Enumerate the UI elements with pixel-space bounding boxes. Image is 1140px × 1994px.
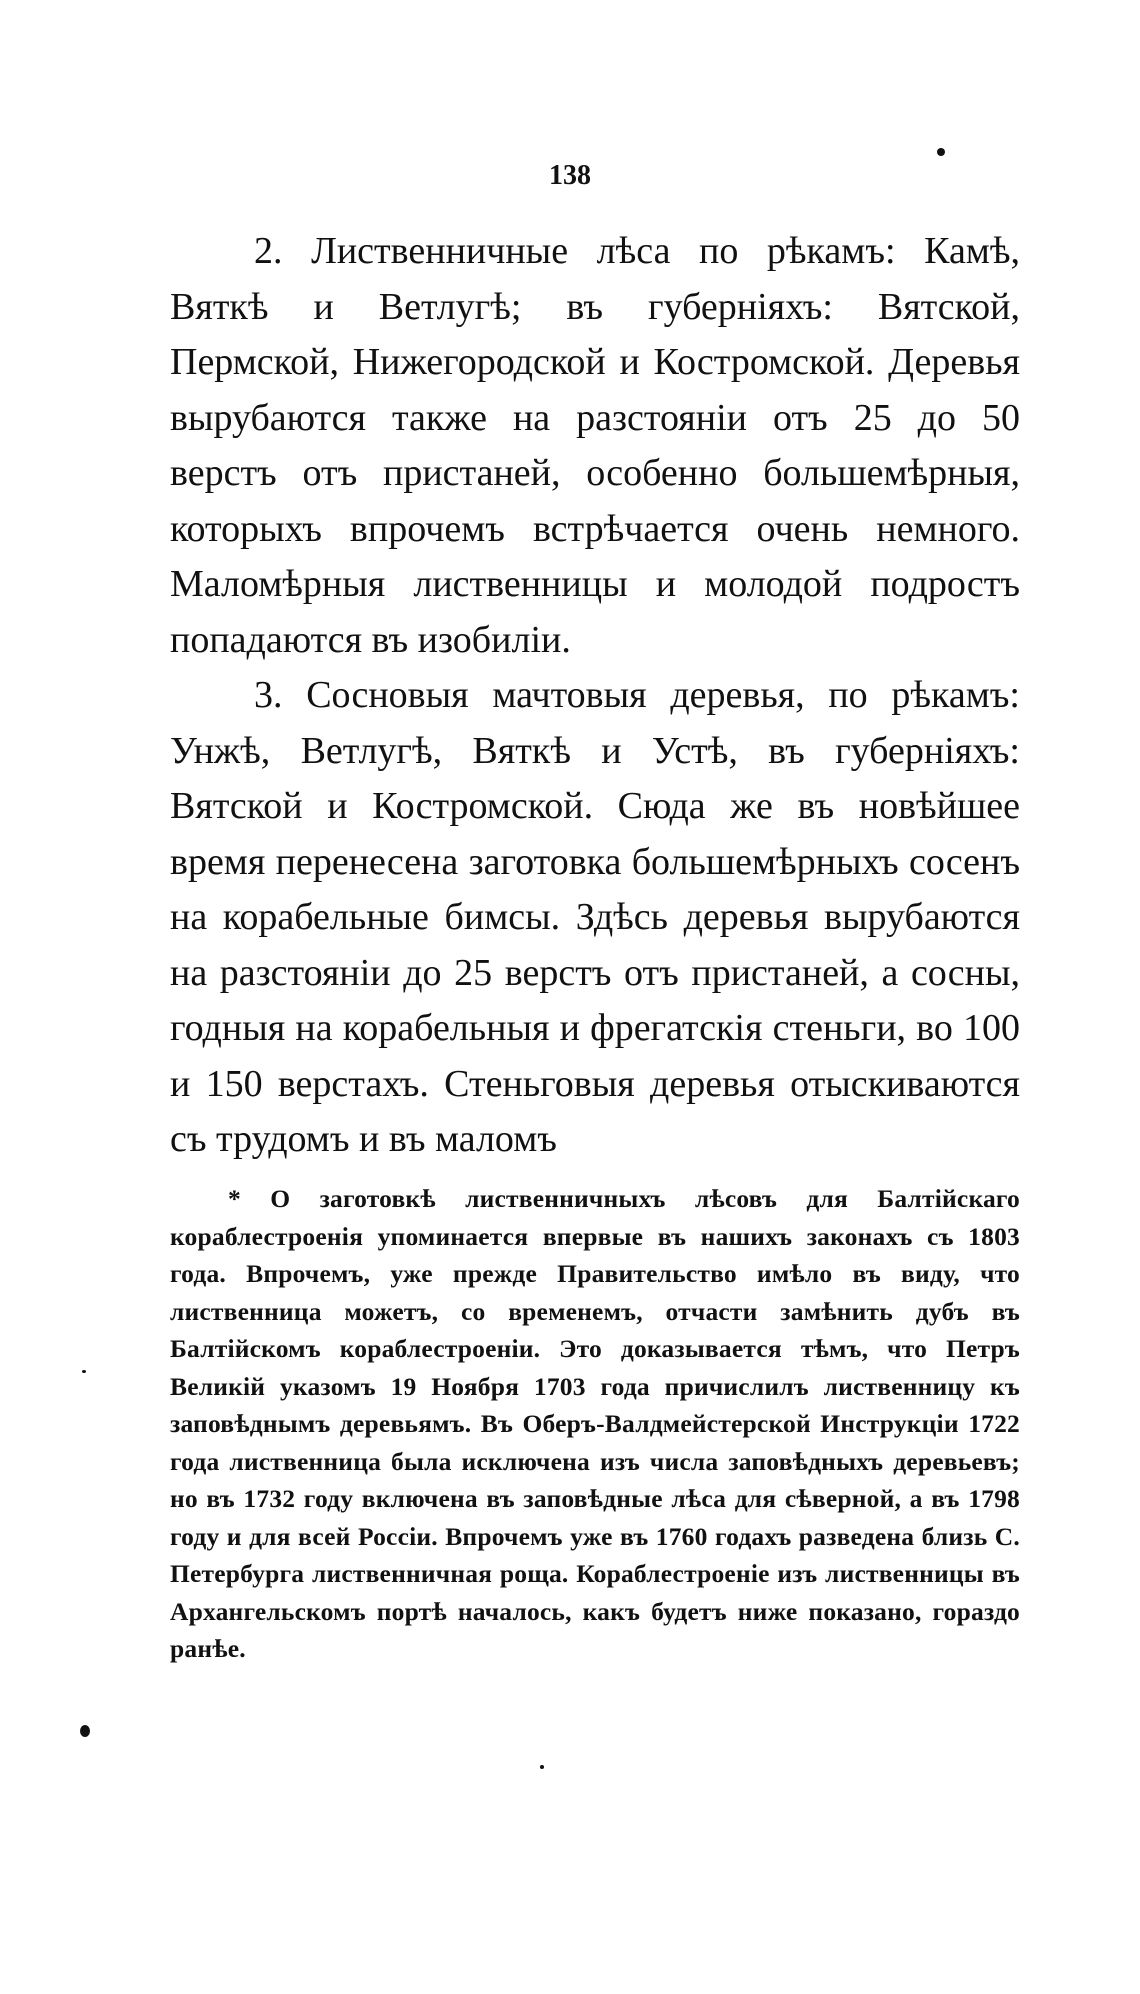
print-speck: [80, 1725, 90, 1737]
print-speck: [540, 1765, 544, 1769]
main-text: [170, 224, 1020, 1168]
paragraph: 2. Лиственничные лѣса по рѣкамъ: Камѣ, Вяткѣ и Ветлугѣ; въ губерніяхъ: Вятской, Пермской, Нижегородской и Костромской. Деревья вырубаются также на разстояніи отъ 25 до 50 верстъ отъ пристаней, особенно большемѣрныя, которыхъ впрочемъ встрѣчается очень немного. Маломѣрныя лиственницы и молодой подростъ попадаются въ изобиліи.: [170, 230, 1020, 661]
footnote: [170, 1180, 1020, 1668]
footnote-text: * О заготовкѣ лиственничныхъ лѣсовъ для Балтійскаго кораблестроенія упоминается впервые въ нашихъ законахъ съ 1803 года. Впрочемъ, уже прежде Правительство имѣло въ виду, что лиственница можетъ, со временемъ, отчасти замѣнить дубъ въ Балтійскомъ кораблестроеніи. Это доказывается тѣмъ, что Петръ Великій указомъ 19 Ноября 1703 года причислилъ лиственницу къ заповѣднымъ деревьямъ. Въ Оберъ-Валдмейстерской Инструкціи 1722 года лиственница была исключена изъ числа заповѣдныхъ деревьевъ; но въ 1732 году включена въ заповѣдные лѣса для сѣверной, а въ 1798 году и для всей Россіи. Впрочемъ уже въ 1760 годахъ разведена близь С. Петербурга лиственничная роща. Кораблестроеніе изъ лиственницы въ Архангельскомъ портѣ началось, какъ будетъ ниже показано, гораздо ранѣе.: [170, 1184, 1020, 1663]
paragraph: 3. Сосновыя мачтовыя деревья, по рѣкамъ: Унжѣ, Ветлугѣ, Вяткѣ и Устѣ, въ губерніяхъ: Вятской и Костромской. Сюда же въ новѣйшее время перенесена заготовка большемѣрныхъ сосенъ на корабельные бимсы. Здѣсь деревья вырубаются на разстояніи до 25 верстъ отъ пристаней, а сосны, годныя на корабельныя и фрегатскія стеньги, во 100 и 150 верстахъ. Стеньговыя деревья отыскиваются съ трудомъ и въ маломъ: [170, 674, 1020, 1160]
print-speck: [82, 1370, 86, 1373]
print-speck: [937, 148, 945, 156]
page-number: 138: [549, 160, 591, 191]
